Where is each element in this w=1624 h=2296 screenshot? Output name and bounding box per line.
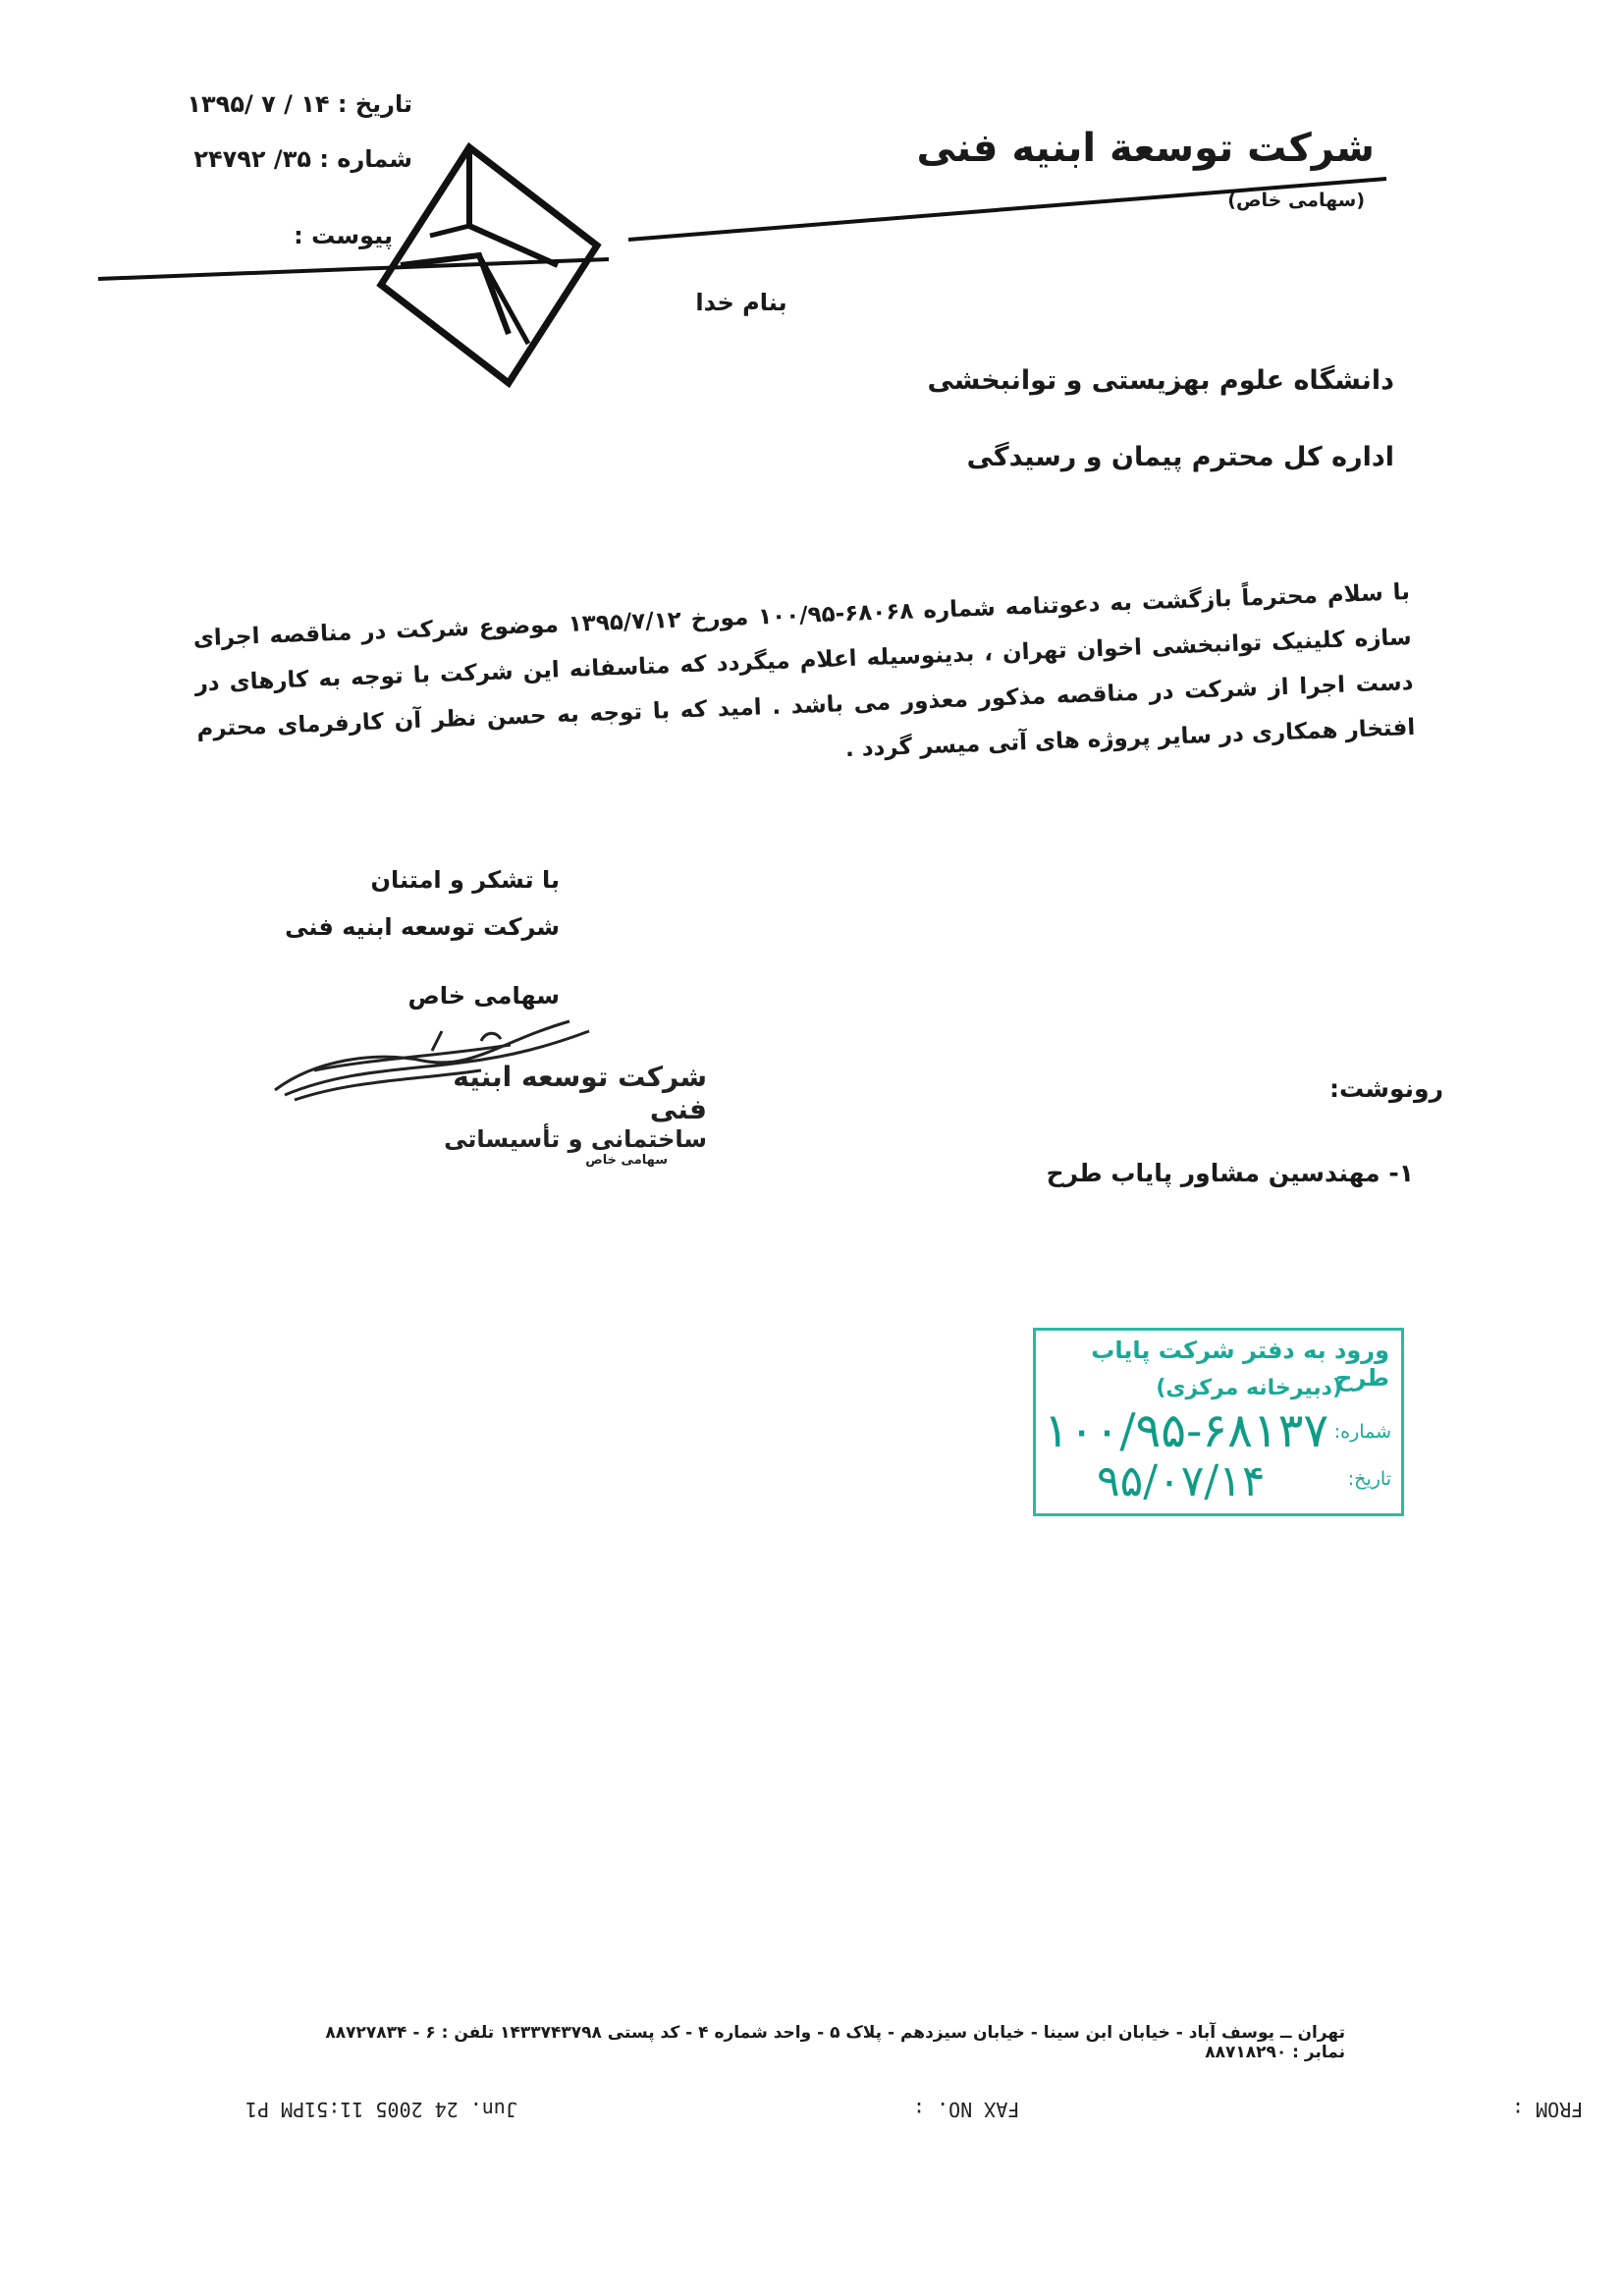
closing-line-2: شرکت توسعه ابنیه فنی	[285, 913, 560, 941]
letter-body: با سلام محترماً بازگشت به دعوتنامه شماره ۶۸۰۶۸-۱۰۰/۹۵ مورخ ۱۳۹۵/۷/۱۲ موضوع شرکت در مناقصه اجرای سازه کلینیک توانبخشی اخوان تهران ، بدینوسیله اعلام میگردد که متاسفانه این شرکت با توجه به کارهای در دست اجرا از شرکت در مناقصه مذکور معذور می باشد . امید که با توجه به حسن نظر آن کارفرمای محترم افتخار همکاری در سایر پروژه های آتی میسر گردد .	[192, 578, 1416, 763]
fax-number: FAX NO. :	[913, 2098, 1020, 2121]
closing-line-1: با تشکر و امتنان	[370, 866, 560, 894]
closing-line-3: سهامی خاص	[407, 982, 560, 1010]
footer-address: تهران ــ یوسف آباد - خیابان ابن سینا - خیابان سیزدهم - پلاک ۵ - واحد شماره ۴ - کد پستی ۱۴۳۳۷۴۳۷۹۸ تلفن : ۶ - ۸۸۷۲۷۸۳۴ نمابر : ۸۸۷۱۸۲۹۰	[325, 2023, 1345, 2062]
cc-title: رونوشت:	[1328, 1074, 1443, 1103]
receipt-date-value: ۹۵/۰۷/۱۴	[1097, 1456, 1266, 1506]
addressee-line-2: اداره کل محترم پیمان و رسیدگی	[966, 442, 1394, 472]
fax-header	[245, 2098, 1584, 2127]
stamp-line-1: شرکت توسعه ابنیه فنی	[453, 1061, 707, 1125]
stamp-line-2: ساختمانی و تأسیساتی	[444, 1125, 707, 1153]
bismillah: بنام خدا	[695, 289, 787, 316]
receipt-title: ورود به دفتر شرکت پایاب طرح	[1091, 1337, 1389, 1392]
receipt-date-label: تاریخ:	[1347, 1468, 1391, 1490]
fax-from: FROM :	[1512, 2098, 1584, 2121]
company-type: (سهامی خاص)	[1227, 190, 1365, 211]
receipt-subtitle: (دبیرخانه مرکزی)	[1156, 1376, 1342, 1400]
addressee-line-1: دانشگاه علوم بهزیستی و توانبخشی	[927, 365, 1394, 396]
receipt-number-value: ۱۰۰/۹۵-۶۸۱۳۷	[1044, 1403, 1329, 1458]
stamp-line-3: سهامی خاص	[585, 1153, 668, 1168]
company-name-text: شرکت توسعة ابنیه فنی	[916, 126, 1375, 171]
letter-number: شماره : ۳۵/ ۲۴۷۹۲	[193, 145, 412, 173]
receipt-number-label: شماره:	[1333, 1421, 1391, 1443]
letter-date: تاریخ : ۱۴ / ۷ /۱۳۹۵	[187, 90, 412, 118]
letterhead-rule	[0, 0, 1624, 412]
company-logo	[371, 137, 607, 393]
fax-datetime: Jun. 24 2005 11:51PM P1	[245, 2098, 517, 2121]
receipt-stamp	[1033, 1328, 1404, 1516]
letter-attachment: پیوست :	[294, 222, 393, 249]
company-signature-stamp	[422, 1061, 707, 1168]
cc-item-1: ۱- مهندسین مشاور پایاب طرح	[1046, 1159, 1414, 1187]
